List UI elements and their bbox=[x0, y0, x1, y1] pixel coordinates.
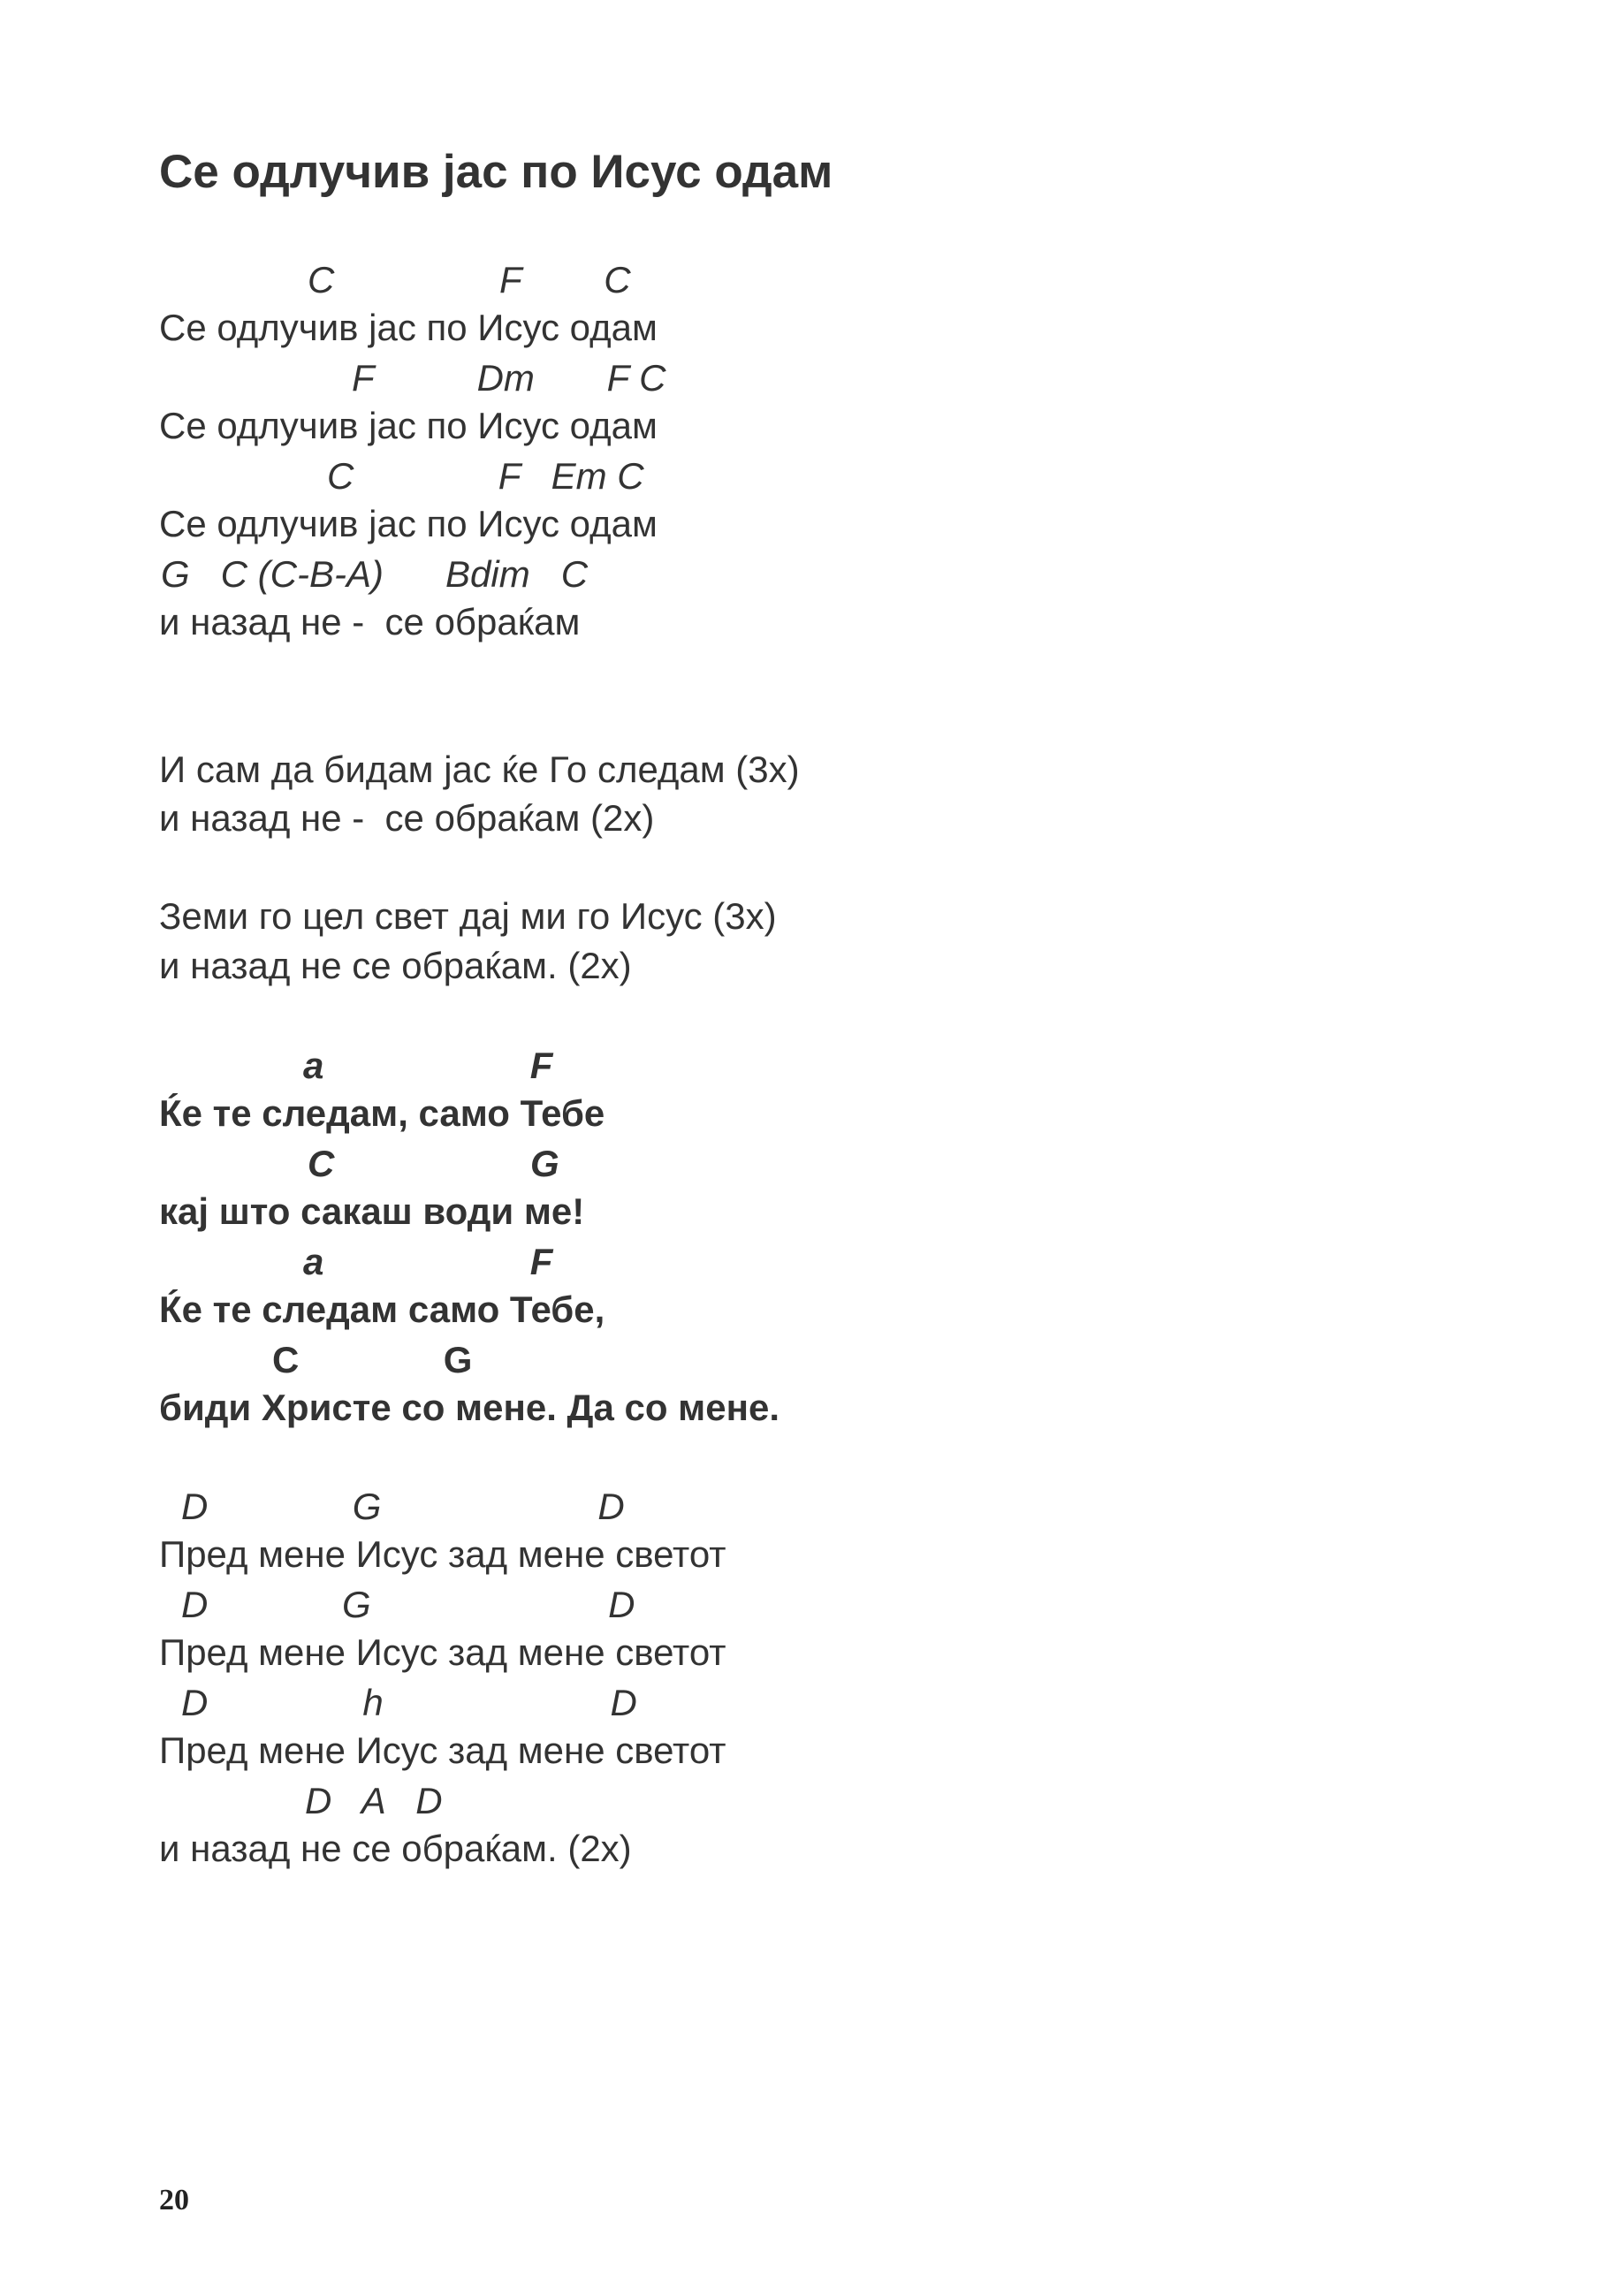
chord-line: D G D bbox=[181, 1486, 625, 1527]
lyric-line: Пред мене Исус зад мене светот bbox=[159, 1631, 726, 1673]
chorus-lyric-line: Ќе те следам само Тебе, bbox=[159, 1289, 605, 1330]
lyric-line: и назад не - се обраќам bbox=[159, 601, 581, 642]
lyric-line: Се одлучив јас по Исус одам bbox=[159, 503, 658, 544]
lyric-line: Пред мене Исус зад мене светот bbox=[159, 1730, 726, 1771]
lyric-line: и назад не се обраќам. (2x) bbox=[159, 1828, 632, 1869]
lyric-line: И сам да бидам јас ќе Го следам (3x) bbox=[159, 749, 800, 790]
chord-line: C F Em C bbox=[327, 455, 644, 497]
chord-line: C F C bbox=[308, 259, 631, 300]
chorus-lyric-line: Ќе те следам, само Тебе bbox=[159, 1092, 605, 1134]
chorus-chord-line: C G bbox=[308, 1143, 559, 1184]
chorus-chord-line: C G bbox=[272, 1339, 473, 1380]
lyric-line: и назад не - се обраќам (2x) bbox=[159, 797, 655, 839]
chord-line: D A D bbox=[305, 1780, 443, 1821]
chorus-lyric-line: биди Христе со мене. Да со мене. bbox=[159, 1387, 779, 1428]
chorus-lyric-line: кај што сакаш води ме! bbox=[159, 1190, 585, 1232]
lyric-line: Се одлучив јас по Исус одам bbox=[159, 405, 658, 446]
chord-line: D G D bbox=[181, 1584, 635, 1625]
lyric-line: Се одлучив јас по Исус одам bbox=[159, 307, 658, 348]
chord-line: D h D bbox=[181, 1682, 637, 1723]
page-number: 20 bbox=[159, 2184, 189, 2216]
lyric-line: и назад не се обраќам. (2x) bbox=[159, 945, 632, 986]
song-title: Се одлучив јас по Исус одам bbox=[159, 146, 833, 198]
chorus-chord-line: a F bbox=[303, 1045, 553, 1086]
lyric-line: Пред мене Исус зад мене светот bbox=[159, 1533, 726, 1575]
chord-line: F Dm F C bbox=[352, 357, 666, 399]
chord-line: G C (C-B-A) Bdim C bbox=[161, 553, 589, 595]
lyric-line: Земи го цел свет дај ми го Исус (3x) bbox=[159, 895, 777, 937]
chorus-chord-line: a F bbox=[303, 1241, 553, 1282]
